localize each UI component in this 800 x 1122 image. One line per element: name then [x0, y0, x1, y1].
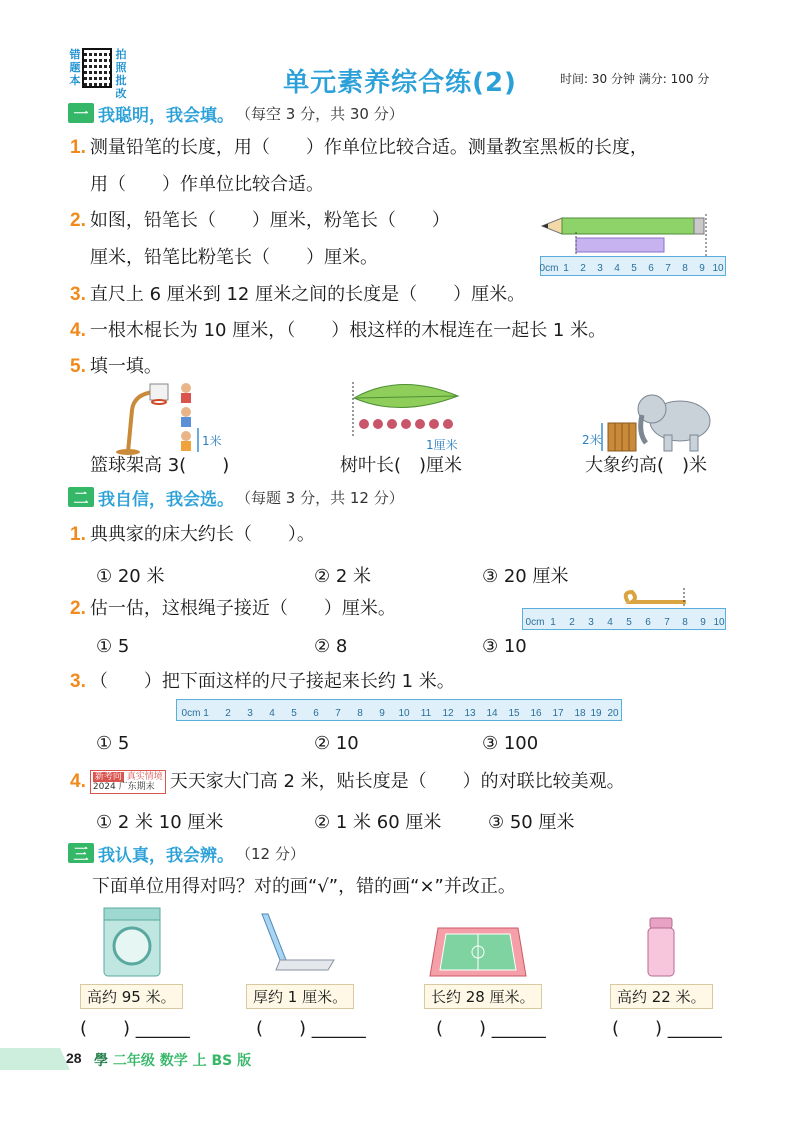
- question-1-1: [70, 137, 648, 159]
- question-1-4: [70, 320, 606, 342]
- option: ③ 10: [482, 636, 527, 657]
- section-title: 我自信，我会选。: [98, 489, 234, 510]
- ruler-label: 10: [712, 263, 724, 274]
- ruler-label: 10: [398, 708, 410, 719]
- answer-blank: ( ) ______: [256, 1018, 366, 1039]
- court-figure: [428, 924, 528, 978]
- ruler-label: 5: [631, 263, 637, 274]
- question-number: 2.: [70, 210, 86, 231]
- ruler-label: 7: [665, 263, 671, 274]
- ruler-label: 1: [203, 708, 209, 719]
- question-2-2: [70, 598, 396, 620]
- time-info: 时间: 30 分钟 满分: 100 分: [560, 72, 710, 86]
- item-label: 长约 28 厘米。: [424, 984, 542, 1009]
- ruler-label: 9: [700, 617, 706, 628]
- ruler-label: 9: [379, 708, 385, 719]
- pencil-chalk-figure: [540, 212, 726, 278]
- question-number: 4.: [70, 771, 86, 792]
- ruler-label: 4: [614, 263, 620, 274]
- item-label: 厚约 1 厘米。: [246, 984, 354, 1009]
- ruler-label: 10: [713, 617, 725, 628]
- ruler-label: 2: [225, 708, 231, 719]
- page-number: 28: [66, 1050, 82, 1066]
- question-text: 典典家的床大约长（ ）。: [89, 524, 315, 545]
- option: ③ 100: [482, 733, 539, 754]
- ruler-label: 3: [597, 263, 603, 274]
- section-note: （每题 3 分，共 12 分）: [236, 488, 404, 507]
- question-1-5: [70, 356, 162, 378]
- ruler-label: 8: [682, 263, 688, 274]
- question-number: 2.: [70, 598, 86, 619]
- option: ③ 20 厘米: [482, 566, 569, 587]
- section-header-1: [68, 101, 404, 125]
- ruler-label: 4: [269, 708, 275, 719]
- leaf-figure: [350, 378, 480, 453]
- ruler-label: 0cm: [539, 263, 559, 274]
- ruler-label: 16: [530, 708, 542, 719]
- ruler-label: 3: [588, 617, 594, 628]
- ruler-label: 0cm: [181, 708, 201, 719]
- option: ② 10: [314, 733, 359, 754]
- question-1-2-cont: 厘米，铅笔比粉笔长（ ）厘米。: [90, 247, 378, 268]
- qr-left-label: 错题本: [69, 48, 81, 87]
- question-text: 填一填。: [89, 356, 162, 377]
- question-number: 4.: [70, 320, 86, 341]
- ruler-label: 9: [699, 263, 705, 274]
- ruler-label: 18: [574, 708, 586, 719]
- question-text: 如图，铅笔长（ ）厘米，粉笔长（ ）: [89, 210, 450, 231]
- option: ② 8: [314, 636, 348, 657]
- question-text: 一根木棍长为 10 厘米，（ ）根这样的木棍连在一起长 1 米。: [89, 320, 607, 341]
- section-header-3: [68, 841, 305, 865]
- ruler-label: 12: [442, 708, 454, 719]
- ruler-label: 7: [335, 708, 341, 719]
- question-1-3: [70, 284, 525, 306]
- question-2-4: [70, 770, 625, 794]
- ruler-label: 15: [508, 708, 520, 719]
- laptop-figure: [256, 912, 336, 972]
- option: ① 5: [96, 733, 130, 754]
- section-note: （12 分）: [236, 844, 305, 863]
- pencil-chalk-icon: [540, 212, 726, 258]
- ruler-label: 17: [552, 708, 564, 719]
- question-text: 天天家大门高 2 米，贴长度是（ ）的对联比较美观。: [169, 771, 625, 792]
- ruler-label: 6: [648, 263, 654, 274]
- ruler-2: [522, 608, 726, 630]
- question-text: （ ）把下面这样的尺子接起来长约 1 米。: [89, 671, 455, 692]
- question-1-2: [70, 210, 450, 232]
- ruler-label: 20: [607, 708, 619, 719]
- item-label: 高约 95 米。: [80, 984, 183, 1009]
- bottle-figure: [644, 916, 678, 978]
- question-number: 1.: [70, 137, 86, 158]
- ruler-label: 2: [569, 617, 575, 628]
- section-note: （每空 3 分，共 30 分）: [236, 104, 404, 123]
- ruler-label: 1: [550, 617, 556, 628]
- page-title: 单元素养综合练(2): [283, 68, 517, 98]
- rope-ruler-figure: [522, 588, 726, 632]
- leaf-ants-icon: [350, 378, 480, 438]
- ruler-3: [176, 699, 622, 721]
- brand-logo: 學: [94, 1053, 113, 1069]
- ruler-label: 8: [682, 617, 688, 628]
- washing-machine-figure: [100, 906, 164, 978]
- item-label: 高约 22 米。: [610, 984, 713, 1009]
- ruler-label: 2: [580, 263, 586, 274]
- option: ② 2 米: [314, 566, 372, 587]
- section-badge: 三: [68, 843, 94, 863]
- option: ③ 50 厘米: [488, 812, 575, 833]
- tag-label: 真实情境: [126, 772, 163, 782]
- footer-brand: [94, 1050, 251, 1070]
- basketball-court-icon: [428, 924, 528, 978]
- ruler-label: 5: [626, 617, 632, 628]
- marker-label: 2米: [582, 433, 602, 447]
- question-2-3: [70, 671, 455, 693]
- question-number: 3.: [70, 284, 86, 305]
- q5-label-1: 篮球架高 3( ): [90, 455, 230, 476]
- tag-label: 2024 广东期末: [92, 782, 155, 792]
- option: ① 20 米: [96, 566, 165, 587]
- question-text: 测量铅笔的长度，用（ ）作单位比较合适。测量教室黑板的长度，: [89, 137, 648, 158]
- ruler-label: 7: [664, 617, 670, 628]
- ruler-label: 8: [357, 708, 363, 719]
- option: ① 2 米 10 厘米: [96, 812, 224, 833]
- marker-label: 1米: [202, 434, 222, 448]
- section-title: 我认真，我会辨。: [98, 845, 234, 866]
- option: ② 1 米 60 厘米: [314, 812, 442, 833]
- question-text: 估一估，这根绳子接近（ ）厘米。: [89, 598, 396, 619]
- elephant-figure: [580, 385, 720, 453]
- marker-label: 1厘米: [426, 438, 458, 452]
- section-title: 我聪明，我会填。: [98, 105, 234, 126]
- section-badge: 二: [68, 487, 94, 507]
- ruler-label: 3: [247, 708, 253, 719]
- question-number: 5.: [70, 356, 86, 377]
- ruler-label: 14: [486, 708, 498, 719]
- answer-blank: ( ) ______: [80, 1018, 190, 1039]
- answer-blank: ( ) ______: [436, 1018, 546, 1039]
- section-header-2: [68, 485, 404, 509]
- ruler-label: 0cm: [525, 617, 545, 628]
- ruler-1: [540, 256, 726, 276]
- answer-blank: ( ) ______: [612, 1018, 722, 1039]
- q5-label-3: 大象约高( )米: [585, 455, 708, 476]
- ruler-label: 11: [420, 708, 432, 719]
- laptop-icon: [256, 912, 336, 972]
- water-bottle-icon: [644, 916, 678, 978]
- washing-machine-icon: [100, 906, 164, 978]
- rope-icon: [522, 588, 726, 610]
- question-2-1: [70, 524, 315, 546]
- option: ① 5: [96, 636, 130, 657]
- new-trend-tag: [90, 770, 166, 794]
- question-text: 直尺上 6 厘米到 12 厘米之间的长度是（ ）厘米。: [89, 284, 526, 305]
- brand-text: 二年级 数学 上 BS 版: [112, 1053, 252, 1069]
- section-badge: 一: [68, 103, 94, 123]
- question-number: 1.: [70, 524, 86, 545]
- ruler-label: 4: [607, 617, 613, 628]
- question-number: 3.: [70, 671, 86, 692]
- ruler-label: 6: [313, 708, 319, 719]
- ruler-label: 13: [464, 708, 476, 719]
- tag-label: 新考向: [94, 772, 122, 782]
- ruler-label: 5: [291, 708, 297, 719]
- question-1-1-cont: 用（ ）作单位比较合适。: [90, 174, 324, 195]
- basketball-hoop-figure: [110, 380, 230, 455]
- ruler-label: 1: [563, 263, 569, 274]
- qr-right-label: 拍照批改: [115, 48, 127, 100]
- ruler-label: 6: [645, 617, 651, 628]
- ruler-label: 19: [590, 708, 602, 719]
- section3-instruction: 下面单位用得对吗？对的画“√”，错的画“×”并改正。: [92, 876, 516, 897]
- q5-label-2: 树叶长( )厘米: [340, 455, 463, 476]
